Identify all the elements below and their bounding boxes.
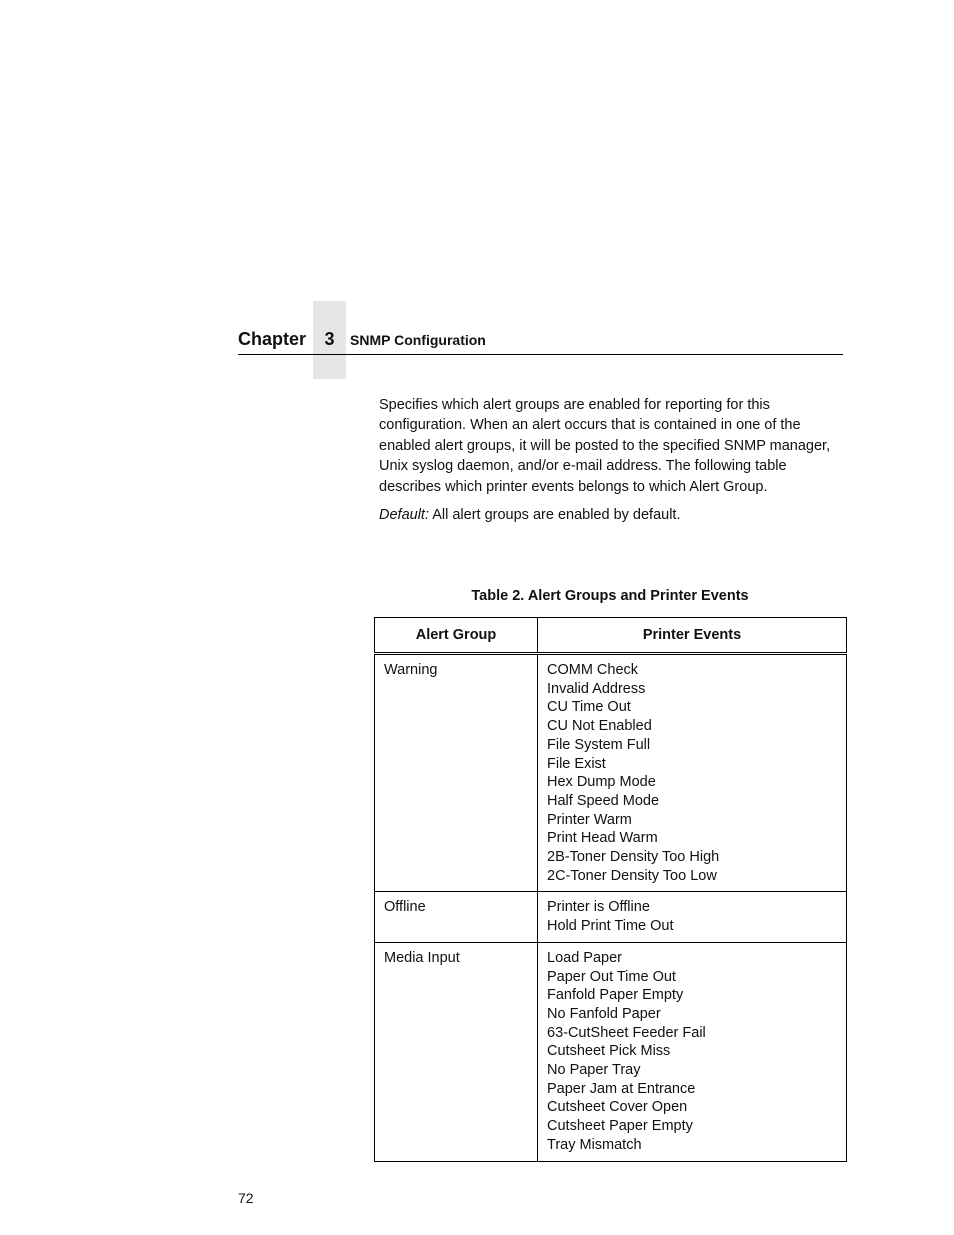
- page-number: 72: [238, 1190, 254, 1206]
- printer-event: Invalid Address: [547, 680, 646, 697]
- alert-group-cell: Warning: [375, 654, 538, 892]
- default-label: Default:: [379, 507, 429, 524]
- column-header-printer-events: Printer Events: [538, 618, 847, 654]
- printer-event: Fanfold Paper Empty: [547, 987, 684, 1004]
- printer-event: Print Head Warm: [547, 830, 658, 847]
- table-body: [375, 654, 847, 1162]
- default-paragraph: [379, 505, 839, 525]
- printer-events-cell: [538, 942, 847, 1161]
- alert-group-cell: Media Input: [375, 942, 538, 1161]
- printer-event: Hex Dump Mode: [547, 774, 656, 791]
- table-row: [375, 654, 847, 892]
- printer-event: Cutsheet Paper Empty: [547, 1118, 693, 1135]
- printer-event: Paper Out Time Out: [547, 968, 676, 985]
- column-header-alert-group: Alert Group: [375, 618, 538, 654]
- table-row: [375, 892, 847, 942]
- chapter-header: [238, 301, 843, 379]
- description-paragraph: Specifies which alert groups are enabled for reporting for this configuration. When an alert occurs that is contained in one of the enabled alert groups, it will be posted to the specified SNMP manager, Unix syslog daemon, and/or e-mail address. The following table describes which printer events belongs to which Alert Group.: [379, 397, 831, 495]
- printer-event: Tray Mismatch: [547, 1136, 642, 1153]
- printer-event: Cutsheet Cover Open: [547, 1099, 688, 1116]
- default-text: All alert groups are enabled by default.: [428, 507, 681, 524]
- chapter-number: 3: [324, 329, 335, 349]
- printer-events-cell: [538, 892, 847, 942]
- printer-event: 2C-Toner Density Too Low: [547, 867, 717, 884]
- alert-groups-table: [374, 617, 847, 1162]
- printer-event: Printer is Offline: [547, 899, 650, 916]
- printer-event: Paper Jam at Entrance: [547, 1080, 696, 1097]
- chapter-title: SNMP Configuration: [350, 332, 486, 348]
- printer-event: COMM Check: [547, 662, 639, 678]
- printer-event: Printer Warm: [547, 811, 632, 828]
- printer-event: Hold Print Time Out: [547, 918, 674, 935]
- body-text: [379, 395, 839, 525]
- printer-event: Load Paper: [547, 949, 622, 966]
- printer-event: CU Not Enabled: [547, 718, 652, 735]
- printer-event: No Fanfold Paper: [547, 1005, 661, 1022]
- header-rule: [238, 354, 843, 355]
- printer-event: No Paper Tray: [547, 1062, 641, 1079]
- table-header-row: [375, 618, 847, 654]
- printer-event: File Exist: [547, 755, 606, 772]
- chapter-label: Chapter: [238, 329, 307, 349]
- alert-group-cell: Offline: [375, 892, 538, 942]
- table-row: [375, 942, 847, 1161]
- printer-events-cell: [538, 654, 847, 892]
- printer-event: Half Speed Mode: [547, 792, 660, 809]
- printer-event: 2B-Toner Density Too High: [547, 849, 720, 866]
- printer-event: CU Time Out: [547, 699, 631, 716]
- printer-event: 63-CutSheet Feeder Fail: [547, 1024, 706, 1041]
- printer-event: File System Full: [547, 736, 651, 753]
- table-caption: Table 2. Alert Groups and Printer Events: [471, 588, 749, 604]
- printer-event: Cutsheet Pick Miss: [547, 1043, 671, 1060]
- chapter-number-tab: [313, 301, 346, 379]
